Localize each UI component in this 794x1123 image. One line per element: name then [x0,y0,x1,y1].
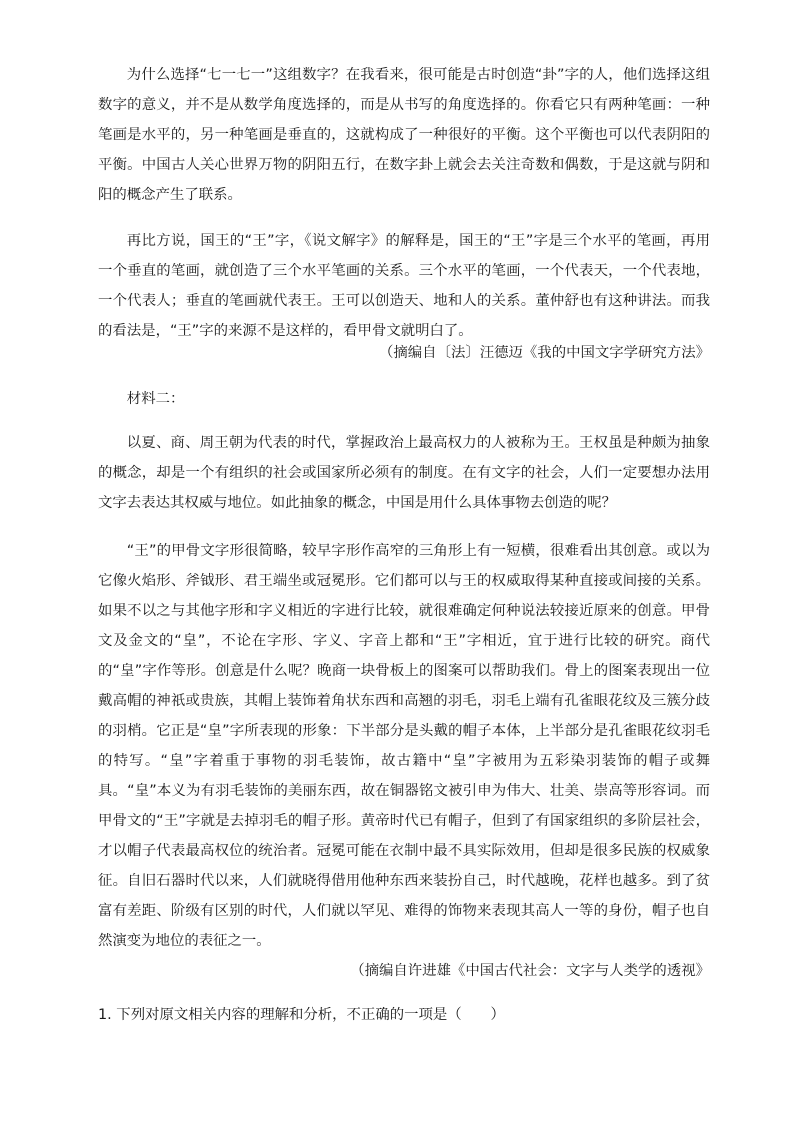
paragraph-2: 再比方说，国王的“王”字，《说文解字》的解释是，国王的“王”字是三个水平的笔画，再用一个垂直的笔画，就创造了三个水平笔画的关系。三个水平的笔画，一个代表天，一个代表地，一个代表人；垂直的笔画就代表王。王可以创造天、地和人的关系。董仲舒也有这种讲法。而我的看法是，“王”字的来源不是这样的，看甲骨文就明白了。 [98,233,710,339]
paragraph-1: 为什么选择“七一七一”这组数字？在我看来，很可能是古时创造“卦”字的人，他们选择这组数字的意义，并不是从数学角度选择的，而是从书写的角度选择的。你看它只有两种笔画：一种笔画是水平的，另一种笔画是垂直的，这就构成了一种很好的平衡。这个平衡也可以代表阴阳的平衡。中国古人关心世界万物的阴阳五行，在数字卦上就会去关注奇数和偶数，于是这就与阴和阳的概念产生了联系。 [98,67,710,203]
paragraph-4: “王”的甲骨文字形很简略，较早字形作高窄的三角形上有一短横，很难看出其创意。或以为它像火焰形、斧钺形、君王端坐或冠冕形。它们都可以与王的权威取得某种直接或间接的关系。如果不以之与其他字形和字义相近的字进行比较，就很难确定何种说法较接近原来的创意。甲骨文及金文的“皇”，不论在字形、字义、字音上都和“王”字相近，宜于进行比较的研究。商代的“皇”字作等形。创意是什么呢？晚商一块骨板上的图案可以帮助我们。骨上的图案表现出一位戴高帽的神祇或贵族，其帽上装饰着角状东西和高翘的羽毛，羽毛上端有孔雀眼花纹及三簇分歧的羽梢。它正是“皇”字所表现的形象：下半部分是头戴的帽子本体，上半部分是孔雀眼花纹羽毛的特写。“皇”字着重于事物的羽毛装饰，故古籍中“皇”字被用为五彩染羽装饰的帽子或舞具。“皇”本义为有羽毛装饰的美丽东西，故在铜器铭文被引申为伟大、壮美、崇高等形容词。而甲骨文的“王”字就是去掉羽毛的帽子形。黄帝时代已有帽子，但到了有国家组织的多阶层社会，才以帽子代表最高权位的统治者。冠冕可能在衣制中最不具实际效用，但却是很多民族的权威象征。自旧石器时代以来，人们就晓得借用他种东西来装扮自己，时代越晚，花样也越多。到了贫富有差距、阶级有区别的时代，人们就以罕见、难得的饰物来表现其高人一等的身份，帽子也自然演变为地位的表征之一。 [98,543,710,949]
material-two-label: 材料二： [126,391,185,407]
paragraph-3: 以夏、商、周王朝为代表的时代，掌握政治上最高权力的人被称为王。王权虽是种颇为抽象的概念，却是一个有组织的社会或国家所必须有的制度。在有文字的社会，人们一定要想办法用文字去表达其权威与地位。如此抽象的概念，中国是用什么具体事物去创造的呢？ [98,435,710,511]
source-citation-2: （摘编自许进雄《中国古代社会：文字与人类学的透视》 [350,963,710,979]
question-1: 1. 下列对原文相关内容的理解和分析，不正确的一项是（ ） [98,1007,505,1023]
source-citation-1: （摘编自〔法〕汪德迈《我的中国文字学研究方法》 [379,345,710,361]
